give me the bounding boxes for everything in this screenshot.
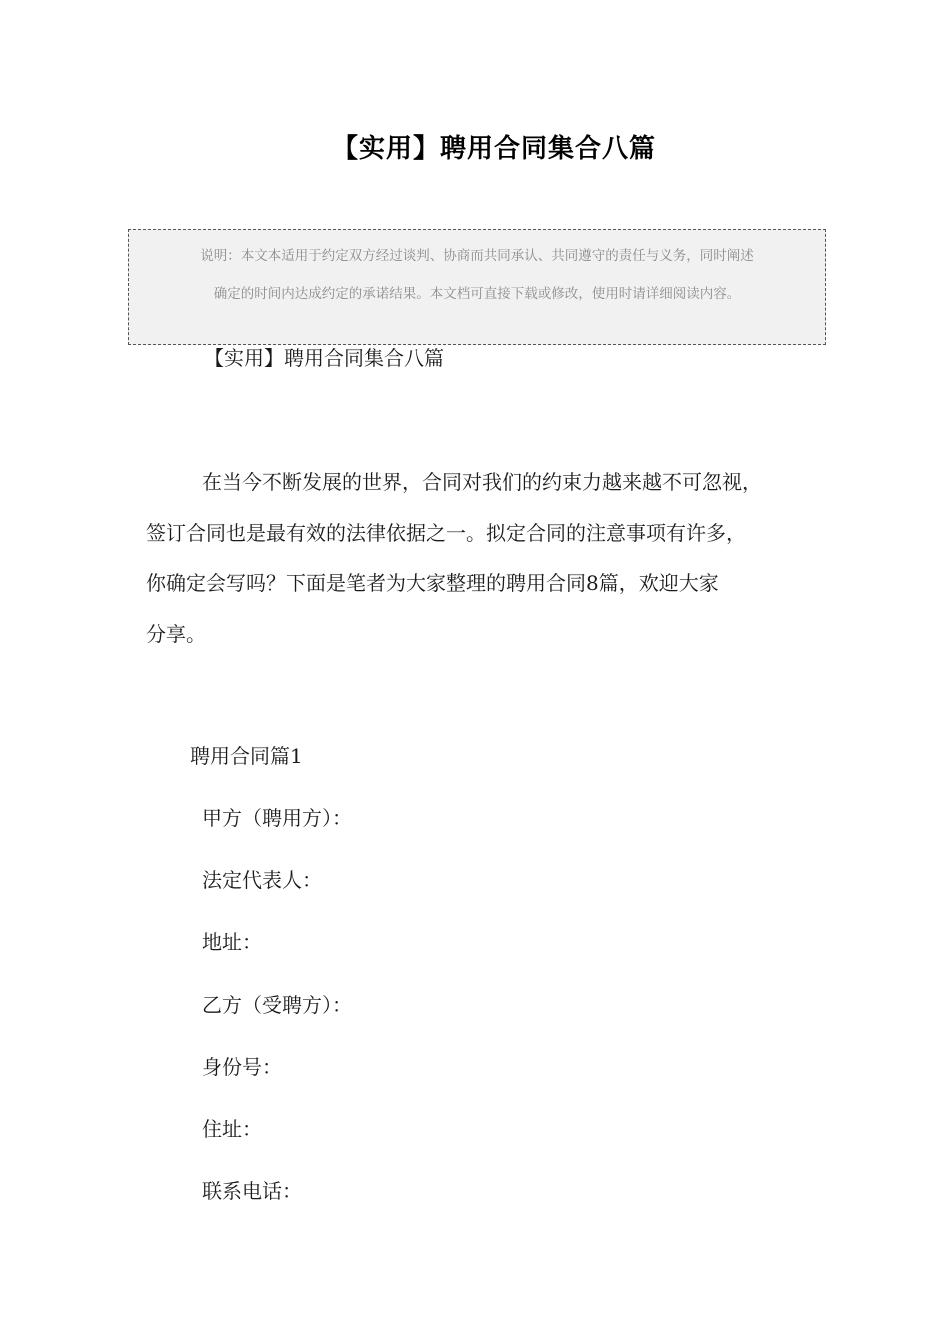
section-heading: 聘用合同篇1 [190, 744, 303, 768]
description-note-box [128, 229, 826, 345]
document-title: 【实用】聘用合同集合八篇 [331, 134, 656, 164]
note-line-1: 说明：本文本适用于约定双方经过谈判、协商而共同承认、共同遵守的责任与义务，同时阐述 [200, 248, 754, 264]
intro-paragraph-line-2: 签订合同也是最有效的法律依据之一。拟定合同的注意事项有许多， [146, 521, 746, 545]
field-party-b: 乙方（受聘方）： [202, 993, 352, 1017]
note-line-2: 确定的时间内达成约定的承诺结果。本文档可直接下载或修改，使用时请详细阅读内容。 [213, 286, 741, 302]
intro-paragraph-line-4: 分享。 [146, 622, 206, 646]
field-phone: 联系电话： [202, 1179, 302, 1203]
intro-paragraph-line-3: 你确定会写吗？下面是笔者为大家整理的聘用合同8篇，欢迎大家 [146, 571, 719, 595]
field-address: 地址： [202, 930, 262, 954]
document-subtitle: 【实用】聘用合同集合八篇 [204, 346, 444, 370]
field-legal-representative: 法定代表人： [202, 868, 322, 892]
field-id-number: 身份号： [202, 1055, 282, 1079]
field-residence: 住址： [202, 1117, 262, 1141]
intro-paragraph-line-1: 在当今不断发展的世界，合同对我们的约束力越来越不可忽视， [202, 470, 762, 494]
field-party-a: 甲方（聘用方）： [202, 806, 352, 830]
